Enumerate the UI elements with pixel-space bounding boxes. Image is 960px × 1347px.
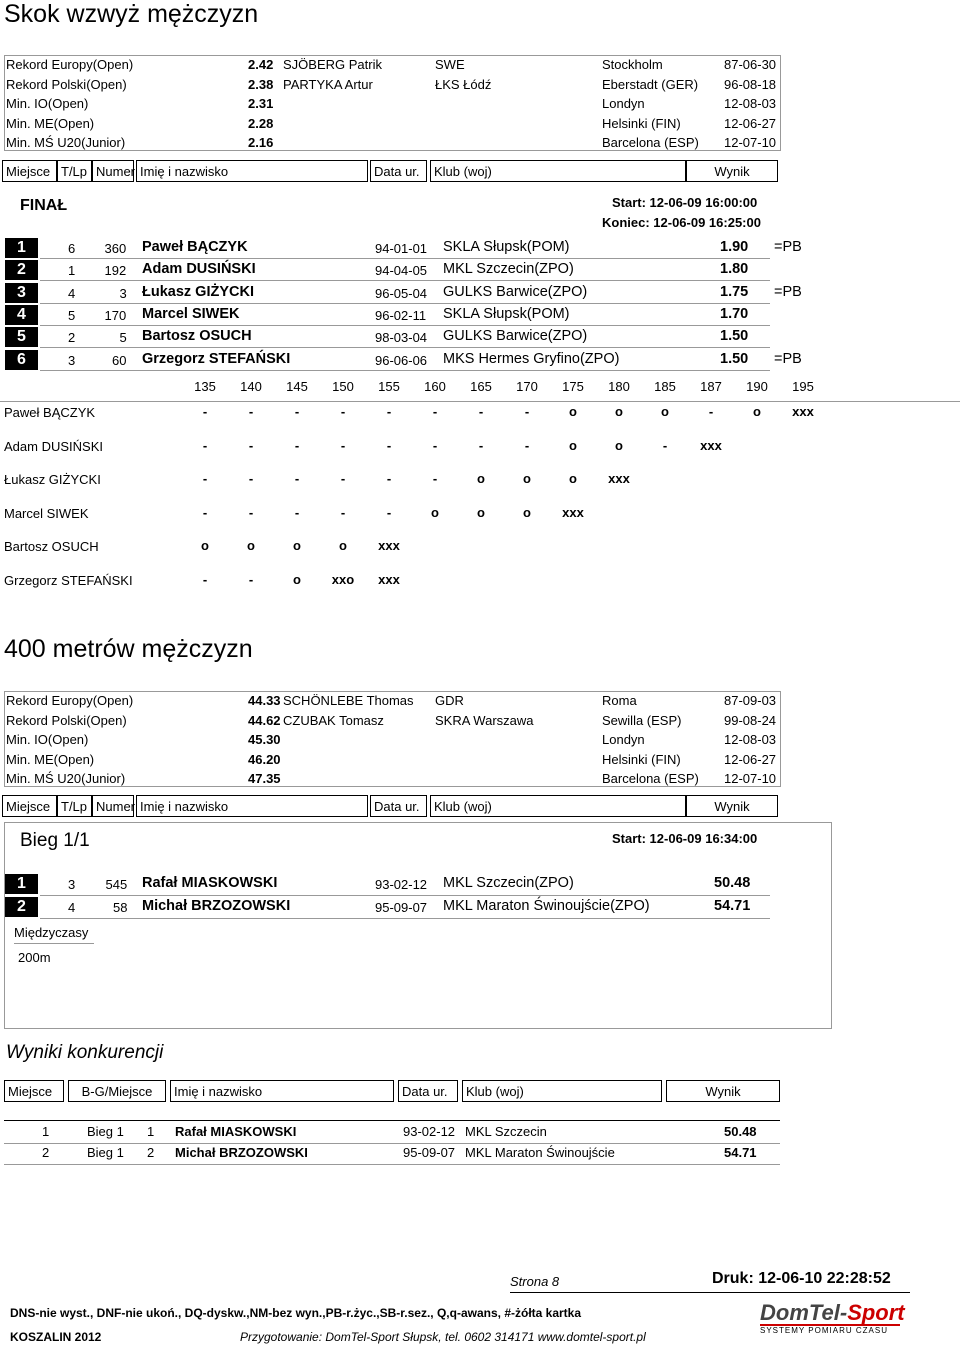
height-label: 145: [286, 379, 308, 394]
col-numer: Numer: [92, 160, 134, 182]
birth-date: 98-03-04: [375, 330, 428, 346]
result-value: 1.70: [720, 305, 749, 322]
record-club: ŁKS Łódź: [435, 76, 492, 92]
record-place: Helsinki (FIN): [602, 115, 681, 131]
result-lp: 6: [68, 241, 76, 256]
col-tlp: T/Lp: [57, 795, 92, 817]
athlete-name: Adam DUSIŃSKI: [142, 261, 256, 278]
attempt-mark: o: [753, 404, 761, 419]
attempt-mark: o: [293, 538, 301, 553]
attempt-mark: -: [294, 471, 300, 486]
result-place: 6: [5, 350, 38, 370]
sum-col-klub: Klub (woj): [462, 1080, 662, 1102]
attempt-mark: o: [569, 471, 577, 486]
col-klub: Klub (woj): [430, 160, 686, 182]
height-label: 165: [470, 379, 492, 394]
sum-result: 50.48: [724, 1124, 757, 1139]
height-label: 160: [424, 379, 446, 394]
result-number: 545: [105, 877, 128, 892]
attempt-athlete: Marcel SIWEK: [4, 505, 89, 521]
sum-heat-place: 2: [147, 1145, 155, 1160]
attempt-athlete: Adam DUSIŃSKI: [4, 438, 103, 454]
sum-col-data: Data ur.: [398, 1080, 458, 1102]
result-value: 50.48: [714, 875, 751, 891]
record-value: 44.33: [248, 693, 281, 708]
record-date: 12-08-03: [724, 732, 777, 747]
club: GULKS Barwice(ZPO): [443, 328, 588, 345]
result-number: 5: [119, 330, 127, 346]
row-divider: [4, 1164, 780, 1165]
result-value: 1.50: [720, 328, 749, 345]
attempt-mark: -: [294, 404, 300, 419]
attempt-athlete: Łukasz GIŻYCKI: [4, 472, 101, 487]
record-date: 12-06-27: [724, 751, 777, 767]
birth-date: 94-01-01: [375, 241, 428, 256]
sum-col-wynik: Wynik: [666, 1080, 780, 1102]
sum-heat: Bieg 1: [87, 1124, 124, 1139]
record-value: 2.42: [248, 57, 274, 72]
sum-heat-place: 1: [147, 1124, 155, 1139]
club: MKL Szczecin(ZPO): [443, 875, 574, 891]
club: MKL Szczecin(ZPO): [443, 261, 574, 278]
athlete-name: Bartosz OSUCH: [142, 328, 252, 345]
height-label: 135: [194, 379, 216, 394]
record-value: 46.20: [248, 751, 281, 767]
height-label: 170: [516, 379, 538, 394]
result-place: 2: [5, 897, 38, 917]
attempt-mark: -: [386, 471, 392, 486]
record-label: Rekord Polski(Open): [6, 76, 127, 92]
round-label: FINAŁ: [20, 197, 68, 214]
result-place: 4: [5, 305, 38, 325]
attempt-mark: xxx: [792, 404, 814, 419]
result-value: 54.71: [714, 897, 751, 914]
print-date: Druk: 12-06-10 22:28:52: [712, 1270, 891, 1287]
attempt-mark: -: [386, 404, 392, 419]
attempt-mark: -: [478, 404, 484, 419]
col-wynik: Wynik: [686, 160, 778, 182]
attempt-mark: o: [477, 504, 485, 520]
sum-name: Rafał MIASKOWSKI: [175, 1124, 297, 1139]
attempt-mark: -: [248, 504, 254, 520]
attempt-mark: -: [386, 437, 392, 453]
attempt-mark: -: [340, 404, 346, 419]
record-holder: SJÖBERG Patrik: [283, 57, 382, 72]
record-holder: CZUBAK Tomasz: [283, 712, 384, 728]
col-miejsce: Miejsce: [2, 795, 57, 817]
club: MKS Hermes Gryfino(ZPO): [443, 350, 620, 367]
result-lp: 3: [68, 877, 76, 892]
attempt-mark: xxx: [378, 538, 400, 553]
athlete-name: Michał BRZOZOWSKI: [142, 897, 291, 914]
col-tlp: T/Lp: [57, 160, 92, 182]
record-place: Helsinki (FIN): [602, 751, 681, 767]
result-value: 1.80: [720, 261, 749, 278]
athlete-name: Grzegorz STEFAŃSKI: [142, 350, 291, 367]
event-title-high-jump: Skok wzwyż mężczyzn: [4, 0, 259, 28]
club: SKLA Słupsk(POM): [443, 305, 570, 322]
height-label: 187: [700, 379, 722, 394]
result-number: 170: [104, 307, 127, 323]
domtel-logo: DomTel-Sport SYSTEMY POMIARU CZASU: [760, 1300, 905, 1335]
result-note: =PB: [774, 350, 802, 367]
row-divider: [40, 325, 770, 326]
result-value: 1.75: [720, 283, 749, 300]
sum-name: Michał BRZOZOWSKI: [175, 1145, 308, 1160]
page-number: Strona 8: [510, 1274, 560, 1289]
record-place: Stockholm: [602, 57, 663, 72]
record-label: Min. MŚ U20(Junior): [6, 771, 126, 786]
result-place: 1: [5, 874, 38, 894]
athlete-name: Paweł BĄCZYK: [142, 239, 248, 255]
record-place: Barcelona (ESP): [602, 135, 699, 150]
height-label: 180: [608, 379, 630, 394]
sum-place: 1: [42, 1124, 50, 1139]
sum-col-miejsce: Miejsce: [4, 1080, 64, 1102]
sum-dob: 95-09-07: [403, 1145, 456, 1160]
record-holder: SCHÖNLEBE Thomas: [283, 693, 414, 708]
record-place: Roma: [602, 693, 637, 708]
birth-date: 96-06-06: [375, 352, 428, 368]
attempt-mark: o: [523, 504, 531, 520]
attempt-mark: -: [340, 504, 346, 520]
record-place: Londyn: [602, 96, 645, 111]
footer-prep: Przygotowanie: DomTel-Sport Słupsk, tel. 0602 314171 www.domtel-sport.pl: [240, 1330, 646, 1344]
attempt-mark: -: [432, 404, 438, 419]
attempt-mark: xxx: [700, 437, 722, 453]
attempt-mark: xxo: [331, 571, 355, 587]
col-numer: Numer: [92, 795, 134, 817]
record-place: Londyn: [602, 732, 645, 747]
attempt-mark: -: [248, 437, 254, 453]
attempt-mark: -: [202, 571, 208, 587]
attempt-mark: o: [293, 571, 301, 587]
record-label: Rekord Europy(Open): [6, 693, 134, 708]
record-label: Min. MŚ U20(Junior): [6, 135, 126, 150]
col-klub: Klub (woj): [430, 795, 686, 817]
footer-city: KOSZALIN 2012: [10, 1330, 102, 1344]
record-label: Rekord Polski(Open): [6, 712, 127, 728]
record-holder: PARTYKA Artur: [283, 76, 373, 92]
col-data: Data ur.: [370, 795, 427, 817]
result-number: 58: [113, 899, 128, 915]
sum-col-bg: B-G/Miejsce: [68, 1080, 166, 1102]
result-number: 192: [104, 263, 127, 279]
start-time: Start: 12-06-09 16:00:00: [612, 195, 758, 210]
result-value: 1.50: [720, 350, 749, 367]
attempt-athlete: Grzegorz STEFAŃSKI: [4, 572, 133, 588]
attempt-mark: -: [340, 471, 346, 486]
attempt-mark: -: [248, 404, 254, 419]
result-place: 1: [5, 238, 38, 258]
result-number: 360: [104, 241, 127, 256]
attempt-mark: -: [662, 437, 668, 453]
row-divider: [4, 1143, 780, 1144]
attempt-mark: -: [432, 471, 438, 486]
record-date: 12-07-10: [724, 771, 777, 786]
athlete-name: Łukasz GIŻYCKI: [142, 283, 254, 300]
record-value: 47.35: [248, 771, 281, 786]
record-label: Min. ME(Open): [6, 115, 95, 131]
height-label: 195: [792, 379, 814, 394]
record-place: Sewilla (ESP): [602, 712, 682, 728]
col-wynik: Wynik: [686, 795, 778, 817]
record-place: Barcelona (ESP): [602, 771, 699, 786]
attempt-mark: -: [202, 437, 208, 453]
result-lp: 4: [68, 899, 76, 915]
result-place: 5: [5, 327, 38, 347]
col-data: Data ur.: [370, 160, 427, 182]
split-200m: 200m: [18, 950, 51, 965]
attempt-mark: o: [615, 404, 623, 419]
height-label: 150: [332, 379, 354, 394]
result-value: 1.90: [720, 239, 749, 255]
record-date: 99-08-24: [724, 712, 777, 728]
record-club: SWE: [435, 57, 465, 72]
club: SKLA Słupsk(POM): [443, 239, 570, 255]
attempt-mark: -: [386, 504, 392, 520]
heat-start-time: Start: 12-06-09 16:34:00: [612, 831, 758, 846]
result-lp: 5: [68, 307, 76, 323]
sum-heat: Bieg 1: [87, 1145, 124, 1160]
attempt-mark: -: [248, 471, 254, 486]
attempt-mark: -: [708, 404, 714, 419]
result-place: 3: [5, 283, 38, 303]
sum-club: MKL Maraton Świnoujście: [465, 1145, 615, 1160]
record-label: Min. ME(Open): [6, 751, 95, 767]
height-label: 140: [240, 379, 262, 394]
attempt-mark: -: [202, 471, 208, 486]
attempt-mark: o: [569, 437, 577, 453]
result-lp: 1: [68, 263, 76, 279]
attempt-mark: -: [524, 437, 530, 453]
record-date: 87-09-03: [724, 693, 777, 708]
record-date: 12-08-03: [724, 96, 777, 111]
record-value: 2.31: [248, 96, 274, 111]
record-date: 96-08-18: [724, 76, 777, 92]
row-divider: [40, 280, 770, 281]
club: GULKS Barwice(ZPO): [443, 283, 588, 300]
attempt-mark: xxx: [378, 571, 400, 587]
attempt-mark: o: [569, 404, 577, 419]
result-note: =PB: [774, 283, 802, 300]
event-title-400m: 400 metrów mężczyzn: [4, 635, 253, 663]
attempt-mark: -: [478, 437, 484, 453]
attempt-mark: -: [432, 437, 438, 453]
row-divider: [40, 347, 770, 348]
row-divider: [40, 895, 770, 896]
record-date: 12-06-27: [724, 115, 777, 131]
attempt-mark: o: [247, 538, 255, 553]
attempt-mark: xxx: [608, 471, 630, 486]
result-number: 60: [112, 352, 127, 368]
record-club: GDR: [435, 693, 464, 708]
club: MKL Maraton Świnoujście(ZPO): [443, 897, 650, 914]
birth-date: 93-02-12: [375, 877, 428, 892]
result-lp: 3: [68, 352, 76, 368]
record-label: Min. IO(Open): [6, 96, 89, 111]
result-note: =PB: [774, 239, 802, 255]
attempt-athlete: Paweł BĄCZYK: [4, 405, 96, 420]
attempt-mark: -: [294, 504, 300, 520]
birth-date: 94-04-05: [375, 263, 428, 279]
height-label: 155: [378, 379, 400, 394]
result-lp: 4: [68, 285, 76, 301]
attempt-mark: o: [431, 504, 439, 520]
summary-title: Wyniki konkurencji: [6, 1042, 164, 1063]
row-divider: [40, 370, 770, 371]
height-label: 175: [562, 379, 584, 394]
result-lp: 2: [68, 330, 76, 346]
col-miejsce: Miejsce: [2, 160, 57, 182]
sum-col-imie: Imię i nazwisko: [170, 1080, 394, 1102]
sum-club: MKL Szczecin: [465, 1124, 547, 1139]
result-place: 2: [5, 260, 38, 280]
result-number: 3: [119, 285, 127, 301]
record-value: 45.30: [248, 732, 281, 747]
birth-date: 96-05-04: [375, 285, 428, 301]
attempt-mark: -: [340, 437, 346, 453]
record-place: Eberstadt (GER): [602, 76, 699, 92]
attempt-mark: -: [202, 504, 208, 520]
attempt-mark: o: [523, 471, 531, 486]
attempt-mark: -: [202, 404, 208, 419]
record-value: 2.28: [248, 115, 274, 131]
birth-date: 96-02-11: [375, 307, 427, 323]
sum-result: 54.71: [724, 1145, 757, 1160]
record-label: Min. IO(Open): [6, 732, 89, 747]
athlete-name: Marcel SIWEK: [142, 305, 240, 322]
height-label: 190: [746, 379, 768, 394]
record-label: Rekord Europy(Open): [6, 57, 134, 72]
sum-dob: 93-02-12: [403, 1124, 456, 1139]
heat-panel: [4, 822, 832, 1029]
record-value: 44.62: [248, 712, 281, 728]
attempt-mark: o: [201, 538, 209, 553]
attempt-mark: xxx: [562, 504, 584, 520]
attempt-mark: o: [615, 437, 623, 453]
attempt-mark: -: [294, 437, 300, 453]
heat-label: Bieg 1/1: [20, 830, 90, 851]
end-time: Koniec: 12-06-09 16:25:00: [602, 215, 761, 230]
athlete-name: Rafał MIASKOWSKI: [142, 875, 278, 891]
sum-place: 2: [42, 1145, 50, 1160]
splits-label: Międzyczasy: [14, 925, 89, 940]
legend: DNS-nie wyst., DNF-nie ukoń., DQ-dyskw.,NM-bez wyn.,PB-r.życ.,SB-r.sez., Q,q-awans, #-żółta kartka: [10, 1306, 582, 1320]
record-value: 2.16: [248, 135, 274, 150]
attempt-athlete: Bartosz OSUCH: [4, 539, 99, 554]
row-divider: [40, 918, 770, 919]
height-label: 185: [654, 379, 676, 394]
birth-date: 95-09-07: [375, 899, 428, 915]
row-divider: [40, 303, 770, 304]
attempt-mark: o: [477, 471, 485, 486]
record-date: 12-07-10: [724, 135, 777, 150]
record-value: 2.38: [248, 76, 274, 92]
row-divider: [40, 258, 770, 259]
col-imie: Imię i nazwisko: [136, 795, 368, 817]
record-date: 87-06-30: [724, 57, 777, 72]
attempt-mark: -: [248, 571, 254, 587]
attempt-mark: o: [339, 538, 347, 553]
col-imie: Imię i nazwisko: [136, 160, 368, 182]
attempt-mark: o: [661, 404, 669, 419]
attempt-mark: -: [524, 404, 530, 419]
record-club: SKRA Warszawa: [435, 712, 534, 728]
